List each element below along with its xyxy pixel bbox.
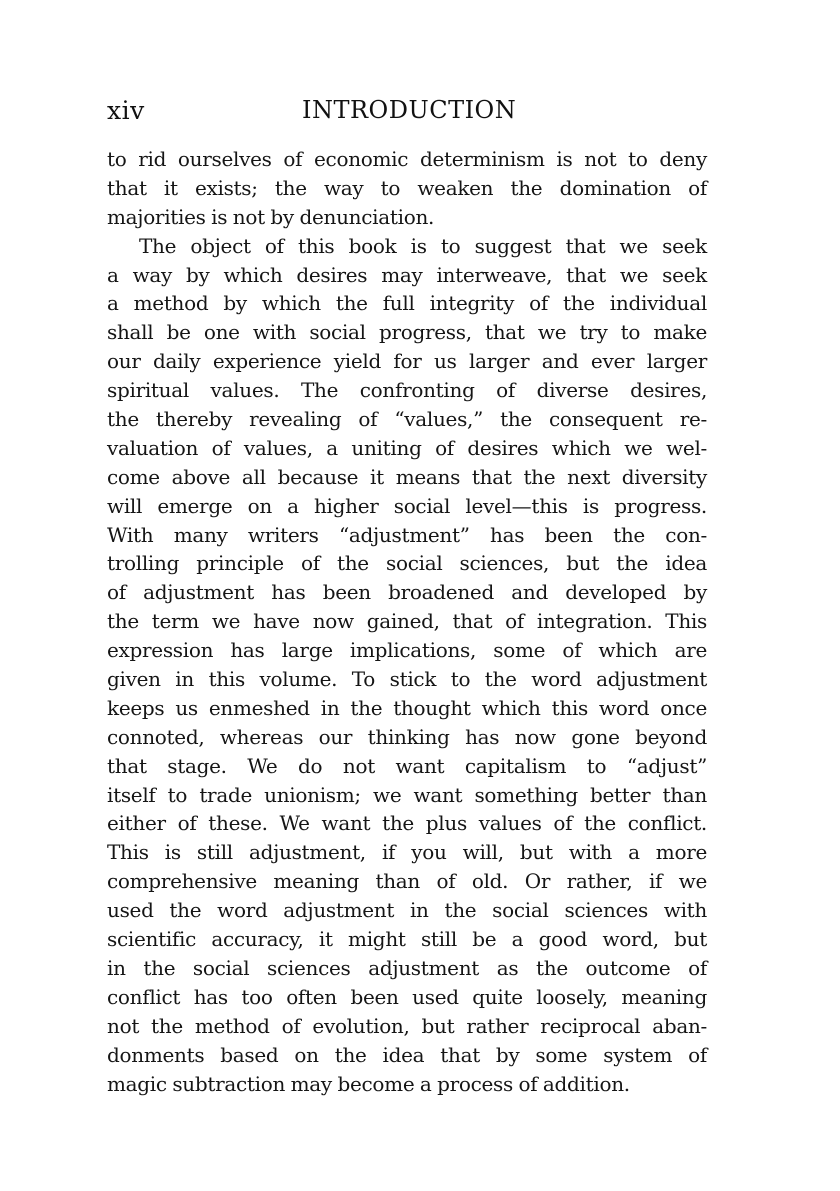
text-line: keeps us enmeshed in the thought which this word once: [107, 695, 707, 720]
text-line: connoted, whereas our thinking has now gone beyond: [107, 724, 707, 749]
text-line: magic subtraction may become a process of addition.: [107, 1071, 630, 1096]
text-line: that it exists; the way to weaken the domination of: [107, 175, 707, 200]
text-line: a way by which desires may interweave, that we seek: [107, 262, 707, 287]
text-line: given in this volume. To stick to the word adjustment: [107, 667, 707, 692]
text-line: not the method of evolution, but rather reciprocal aban-: [107, 1013, 707, 1038]
paragraph-2: [107, 232, 707, 1099]
text-line: This is still adjustment, if you will, but with a more: [107, 840, 707, 865]
paragraph-1: [107, 145, 707, 232]
text-line: scientific accuracy, it might still be a good word, but: [107, 927, 707, 952]
text-line: in the social sciences adjustment as the outcome of: [107, 955, 707, 980]
text-line: come above all because it means that the next diversity: [107, 464, 707, 489]
text-line: itself to trade unionism; we want something better than: [107, 782, 707, 807]
text-line: trolling principle of the social sciences, but the idea: [107, 551, 707, 576]
text-line: to rid ourselves of economic determinism is not to deny: [107, 147, 707, 171]
text-line: The object of this book is to suggest that we seek: [139, 233, 707, 258]
text-line: expression has large implications, some of which are: [107, 638, 707, 663]
text-line: our daily experience yield for us larger and ever larger: [107, 349, 707, 374]
text-line: spiritual values. The confronting of diverse desires,: [107, 378, 707, 403]
text-line: the term we have now gained, that of integration. This: [107, 609, 707, 634]
body-text: [107, 145, 707, 1098]
text-line: conflict has too often been used quite loosely, meaning: [107, 984, 707, 1009]
text-line: With many writers “adjustment” has been the con-: [107, 522, 707, 547]
text-line: that stage. We do not want capitalism to “adjust”: [107, 753, 707, 778]
text-line: of adjustment has been broadened and developed by: [107, 580, 707, 605]
text-line: shall be one with social progress, that we try to make: [107, 320, 707, 345]
text-line: the thereby revealing of “values,” the consequent re-: [107, 407, 707, 432]
text-line: either of these. We want the plus values of the conflict.: [107, 811, 707, 836]
page-number: xiv: [107, 96, 145, 125]
text-line: comprehensive meaning than of old. Or rather, if we: [107, 869, 707, 894]
text-line: will emerge on a higher social level—this is progress.: [107, 493, 707, 518]
text-line: a method by which the full integrity of the individual: [107, 291, 707, 316]
text-line: donments based on the idea that by some system of: [107, 1042, 707, 1067]
text-line: valuation of values, a uniting of desires which we wel-: [107, 435, 707, 460]
running-title: INTRODUCTION: [302, 96, 517, 124]
text-line: used the word adjustment in the social sciences with: [107, 898, 707, 923]
page-header: [107, 96, 707, 130]
text-line: majorities is not by denunciation.: [107, 204, 435, 229]
